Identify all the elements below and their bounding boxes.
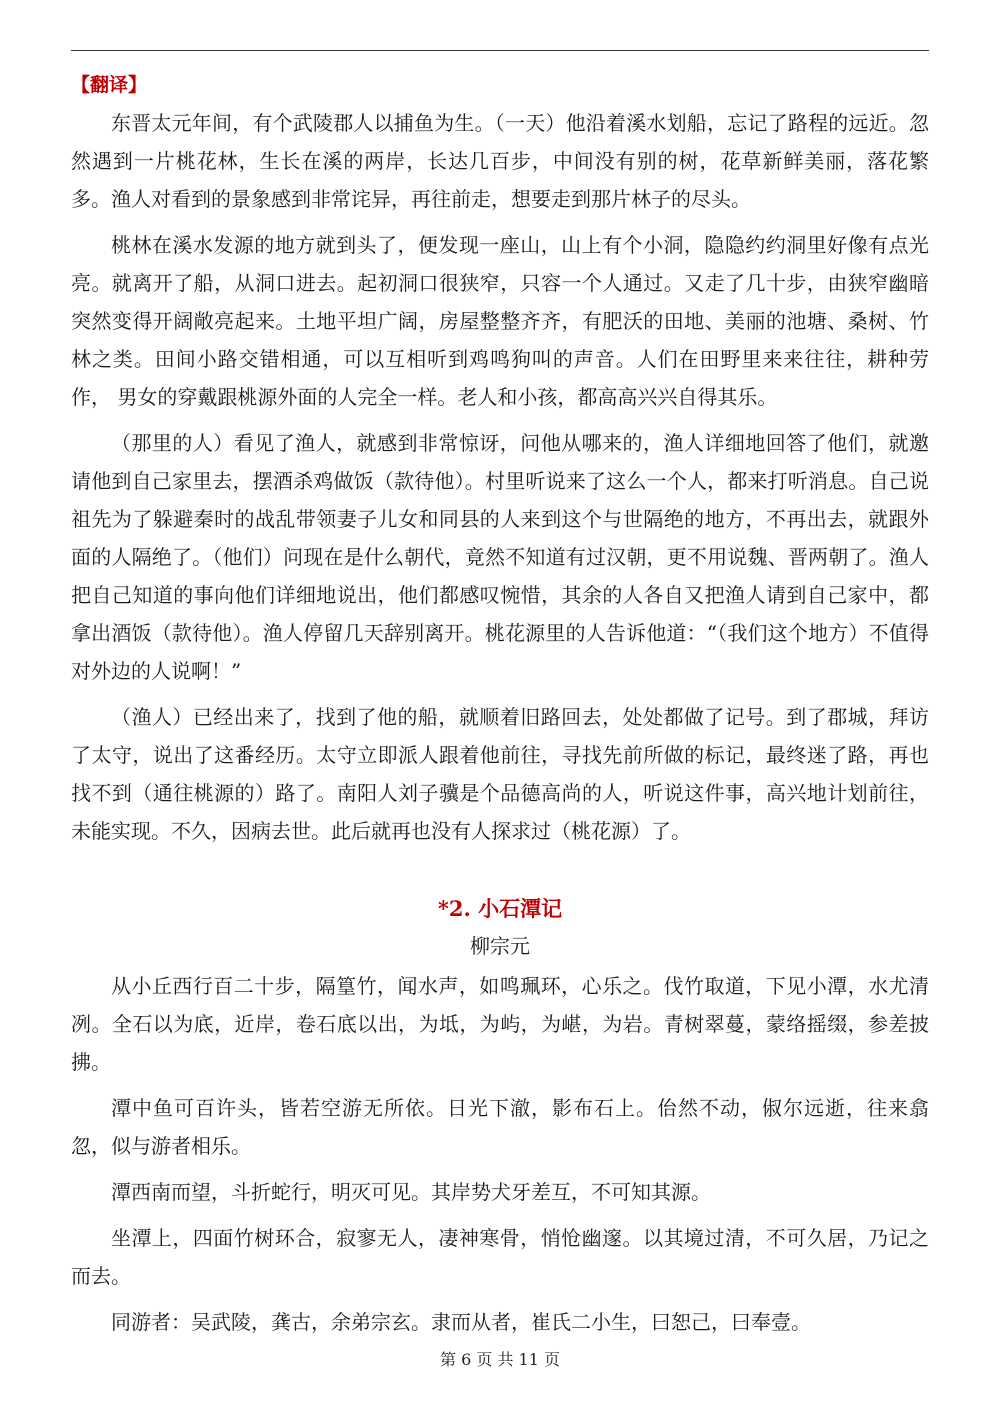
original-text-section [71, 967, 929, 1349]
translation-paragraph: （那里的人）看见了渔人，就感到非常惊讶，问他从哪来的，渔人详细地回答了他们，就邀请他到自己家里去，摆酒杀鸡做饭（款待他）。村里听说来了这么一个人，都来打听消息。自己说祖先为了躲避秦时的战乱带领妻子儿女和同县的人来到这个与世隔绝的地方，不再出去，就跟外面的人隔绝了。（他们）问现在是什么朝代，竟然不知道有过汉朝，更不用说魏、晋两朝了。渔人把自己知道的事向他们详细地说出，他们都感叹惋惜，其余的人各自又把渔人请到自己家中，都拿出酒饭（款待他）。渔人停留几天辞别离开。桃花源里的人告诉他道：“（我们这个地方）不值得对外边的人说啊！” [71, 431, 929, 683]
original-paragraph: 潭中鱼可百许头，皆若空游无所依。日光下澈，影布石上。佁然不动，俶尔远逝，往来翕忽，似与游者相乐。 [71, 1096, 929, 1158]
translation-paragraph: 桃林在溪水发源的地方就到头了，便发现一座山，山上有个小洞，隐隐约约洞里好像有点光亮。就离开了船，从洞口进去。起初洞口很狭窄，只容一个人通过。又走了几十步，由狭窄幽暗突然变得开阔敞亮起来。土地平坦广阔，房屋整整齐齐，有肥沃的田地、美丽的池塘、桑树、竹林之类。田间小路交错相通，可以互相听到鸡鸣狗叫的声音。人们在田野里来来往往，耕种劳作， 男女的穿戴跟桃源外面的人完全一样。老人和小孩，都高高兴兴自得其乐。 [71, 233, 929, 409]
original-paragraph: 坐潭上，四面竹树环合，寂寥无人，凄神寒骨，悄怆幽邃。以其境过清，不可久居，乃记之而去。 [71, 1226, 929, 1288]
translation-paragraph: （渔人）已经出来了，找到了他的船，就顺着旧路回去，处处都做了记号。到了郡城，拜访了太守，说出了这番经历。太守立即派人跟着他前往，寻找先前所做的标记，最终迷了路，再也找不到（通往桃源的）路了。南阳人刘子骥是个品德高尚的人，听说这件事，高兴地计划前往，未能实现。不久，因病去世。此后就再也没有人探求过（桃花源）了。 [71, 705, 929, 843]
header-rule [71, 50, 929, 51]
page-number-footer: 第 6 页 共 11 页 [440, 1350, 560, 1369]
translation-section [71, 104, 929, 858]
author-name: 柳宗元 [470, 934, 530, 958]
section-title: *2. 小石潭记 [437, 896, 563, 921]
original-paragraph: 潭西南而望，斗折蛇行，明灭可见。其岸势犬牙差互，不可知其源。 [111, 1180, 711, 1204]
translation-heading: 【翻译】 [71, 74, 148, 96]
original-paragraph: 同游者：吴武陵，龚古，余弟宗玄。隶而从者，崔氏二小生，曰恕己，曰奉壹。 [111, 1310, 811, 1334]
translation-paragraph: 东晋太元年间，有个武陵郡人以捕鱼为生。（一天）他沿着溪水划船，忘记了路程的远近。忽然遇到一片桃花林，生长在溪的两岸，长达几百步，中间没有别的树，花草新鲜美丽，落花繁多。渔人对看到的景象感到非常诧异，再往前走，想要走到那片林子的尽头。 [71, 111, 929, 211]
original-paragraph: 从小丘西行百二十步，隔篁竹，闻水声，如鸣珮环，心乐之。伐竹取道，下见小潭，水尤清冽。全石以为底，近岸，卷石底以出，为坻，为屿，为嵁，为岩。青树翠蔓，蒙络摇缀，参差披拂。 [71, 974, 929, 1074]
